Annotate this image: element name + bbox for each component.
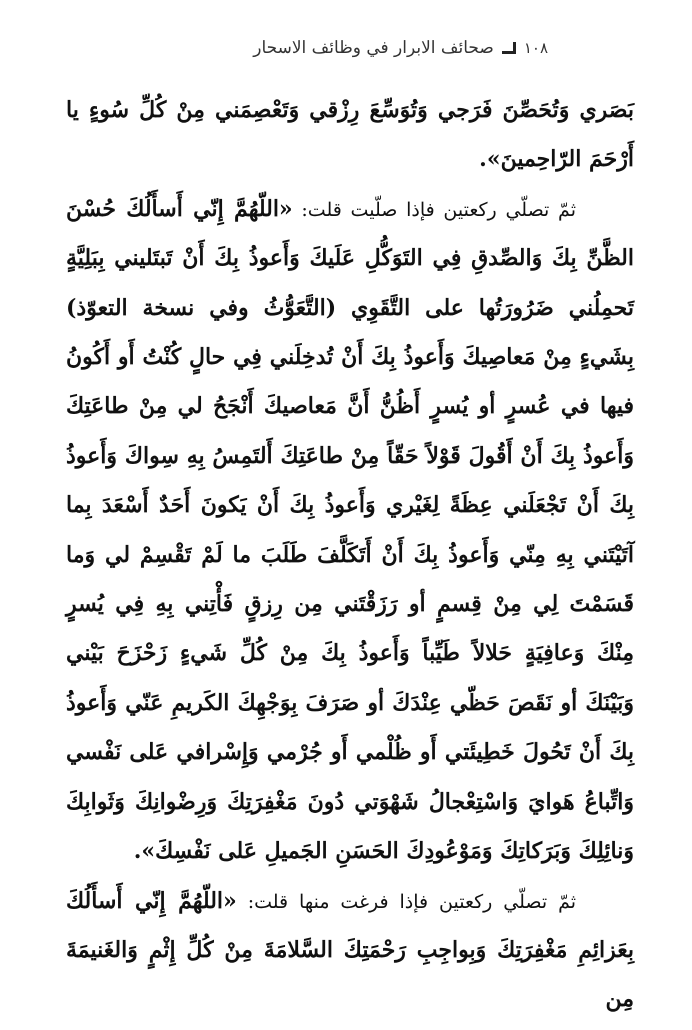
prayer-text: «اللّهُمَّ إِنّي أَسأَلُكَ بِعَزائِمِ مَغْفِرَتِكَ وَبِواجِبِ رَحْمَتِكَ السَّلامَةَ مِنْ كُلِّ إِثْمٍ وَالغَنيمَةَ مِن: [66, 887, 634, 1013]
paragraph-3: [66, 877, 634, 1025]
paragraph-2: [66, 185, 634, 877]
instruction-text: ثمّ تصلّي ركعتين فإذا فرغت منها قلت:: [236, 890, 577, 913]
page-number: ١٠٨: [523, 39, 548, 57]
running-head: [66, 28, 634, 68]
header-mark-icon: [502, 42, 516, 54]
prayer-text: بَصَري وَتُحَصِّنَ فَرَجي وَتُوَسِّعَ رِزْقي وَتَعْصِمَني مِنْ كُلِّ سُوءٍ يا أَرْحَمَ الرّاحِمينَ».: [66, 97, 634, 173]
book-title: صحائف الابرار في وظائف الاسحار: [253, 38, 494, 58]
prayer-text: «اللّهُمَّ إِنّي أَسأَلُكَ حُسْنَ الظَّنِّ بِكَ وَالصِّدقِ فِي التَوَكُّلِ عَلَيكَ وَأَعوذُ بِكَ أَنْ تَبتَليني بِبَلِيَّةٍ تَحمِلُني ضَرُورَتُها على التَّقَوِي (التَّعَوُّثُ وفي نسخة التعوّذ) بِشَيءٍ مِنْ مَعاصِيكَ وَأَعوذُ بِكَ أَنْ تُدخِلَني فِي حالٍ كُنْتُ أَو أَكُونُ فيها في عُسرٍ أو يُسرٍ أَظُنُّ أَنَّ مَعاصيكَ أَنْجَحُ لي مِنْ طاعَتِكَ وَأَعوذُ بِكَ أَنْ أَقُولَ قَوْلاً حَقّاً مِنْ طاعَتِكَ أَلتَمِسُ بِهِ سِواكَ وَأَعوذُ بِكَ أَنْ تَجْعَلَني عِظَةً لِغَيْري وَأَعوذُ بِكَ أَنْ يَكونَ أَحَدٌ أَسْعَدَ بِما آتَيْتَني بِهِ مِنّي وَأَعوذُ بِكَ أَنْ أَتَكَلَّفَ طَلَبَ ما لَمْ تَقْسِمْ لي وَما قَسَمْتَ لِي مِنْ قِسمٍ أو رَزَقْتَني مِن رِزقٍ فَأْتِني بِهِ فِي يُسرٍ مِنْكَ وَعافِيَةٍ حَلالاً طَيِّباً وَأَعوذُ بِكَ مِنْ كُلِّ شَيءٍ زَحْزَحَ بَيْني وَبَيْنَكَ أو نَقَصَ حَظّي عِنْدَكَ أو صَرَفَ بِوَجْهِكَ الكَريمِ عَنّي وَأَعوذُ بِكَ أَنْ تَحُولَ خَطِيئَتي أَو ظُلْمي أَو جُرْمي وَإِسْرافي عَلى نَفْسي وَاتِّباعُ هَوايَ وَاسْتِعْجالُ شَهْوَتي دُونَ مَغْفِرَتِكَ وَرِضْوانِكَ وَثَوابِكَ وَنائِلِكَ وَبَرَكاتِكَ وَمَوْعُودِكَ الحَسَنِ الجَميلِ عَلى نَفْسِكَ».: [66, 195, 634, 865]
paragraph-1: [66, 86, 634, 185]
main-text: [66, 86, 634, 1025]
instruction-text: ثمّ تصلّي ركعتين فإذا صلّيت قلت:: [292, 198, 576, 221]
